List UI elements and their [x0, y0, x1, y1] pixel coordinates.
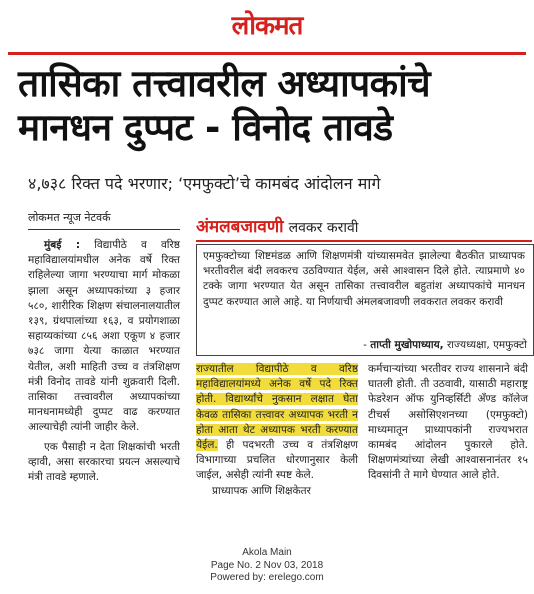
footer-powered-by: Powered by: erelego.com	[210, 572, 324, 583]
quote-box	[196, 244, 534, 356]
column1-paragraph-1	[28, 238, 180, 436]
dateline: मुंबई :	[44, 239, 81, 251]
sidebar-box-heading	[196, 214, 532, 238]
masthead-divider	[8, 52, 526, 55]
box-heading-dark: लवकर करावी	[288, 220, 359, 236]
box-heading-red: अंमलबजावणी	[196, 217, 284, 237]
footer-edition: Akola Main	[242, 547, 292, 558]
column1-paragraph-1-text: विद्यापीठे व वरिष्ठ महाविद्यालयांमधील अनेक वर्षे रिक्त राहिलेल्या जागा भरण्याचा मार्ग मोकळा झाला असून अध्यापकांच्या ३ हजार ५८०, शारीरिक शिक्षण संचालनालयातील १३९, ग्रंथपालांच्या १६३, व प्रयोगशाळा सहाय्यकांच्या ८५६ अशा एकूण ४ हजार ७३८ जागा येत्या काळात भरण्यात येतील, अशी माहिती उच्च व तंत्रशिक्षण मंत्री विनोद तावडे यांनी शुक्रवारी दिली. तासिका तत्त्वावरील अध्यापकांच्या मानधनामध्येही दुप्पट वाढ करण्यात आल्याचेही त्यांनी जाहीर केले.	[28, 239, 180, 434]
article-headline: तासिका तत्त्वावरील अध्यापकांचे मानधन दुप्पट - विनोद तावडे	[18, 62, 431, 149]
article-subheadline: ४,७३८ रिक्त पदे भरणार; ‘एमफुक्टो’चे कामबंद आंदोलन मागे	[28, 174, 381, 193]
column2-paragraph-1	[196, 362, 358, 484]
article-column-1	[28, 238, 180, 485]
box-heading-underline	[196, 240, 532, 242]
article-column-3	[368, 362, 528, 484]
column3-paragraph: कर्मचाऱ्यांच्या भरतीवर राज्य शासनाने बंदी घातली होती. ती उठवावी, यासाठी महाराष्ट्र फेडरेशन ऑफ युनिव्हर्सिटी अँण्ड कॉलेज टीचर्स असोसिएशनच्या (एमफुक्टो) माध्यमातून प्राध्यापकांनी राज्यभरात कामबंद आंदोलन पुकारले होते. शिक्षणमंत्र्यांच्या लेखी आश्वासनानंतर १५ दिवसांनी ते मागे घेण्यात आले होते.	[368, 363, 528, 482]
article-column-2	[196, 362, 358, 499]
footer-page-date: Page No. 2 Nov 03, 2018	[210, 559, 324, 571]
attribution-name: ताप्ती मुखोपाध्याय,	[370, 339, 444, 351]
attribution-role: राज्यध्यक्षा, एमफुक्टो	[447, 339, 527, 351]
byline-divider	[28, 229, 180, 230]
newspaper-masthead: लोकमत	[231, 11, 303, 41]
column1-paragraph-2: एक पैसाही न देता शिक्षकांची भरती व्हावी, असा सरकारचा प्रयत्न असल्याचे मंत्री तावडे म्हणाले.	[28, 440, 180, 484]
page-footer	[0, 547, 534, 585]
quote-attribution	[363, 338, 527, 352]
highlighted-text: राज्यातील विद्यापीठे व वरिष्ठ महाविद्यालयांमध्ये अनेक वर्षे पदे रिक्त होती. विद्यार्थ्यांचे नुकसान लक्षात घेता केवळ तासिका तत्त्वावर अध्यापक भरती न होता आता थेट अध्यापक भरती करण्यात येईल.	[196, 363, 358, 452]
column2-paragraph-2: प्राध्यापक आणि शिक्षकेतर	[212, 484, 311, 497]
quote-text: एमफुक्टोच्या शिष्टमंडळ आणि शिक्षणमंत्री यांच्यासमवेत झालेल्या बैठकीत प्राध्यापक भरतीवरील बंदी लवकरच उठविण्यात येईल, असे आश्वासन दिले होते. त्याप्रमाणे ४० टक्के जागा भरण्यात येत असून तासिका तत्त्वावरील बहुतांश अध्यापकांचे मानधन दुप्पट करण्यात आले आहे. या निर्णयाची अंमलबजावणी लवकरात लवकर करावी	[203, 250, 525, 308]
news-agency-byline: लोकमत न्यूज नेटवर्क	[28, 211, 111, 224]
column2-paragraph-1-rest: ही पदभरती उच्च व तंत्रशिक्षण विभागाच्या प्रचलित धोरणानुसार केली जाईल, असेही त्यांनी स्पष्ट केले.	[196, 439, 359, 482]
attribution-prefix: -	[363, 339, 367, 351]
